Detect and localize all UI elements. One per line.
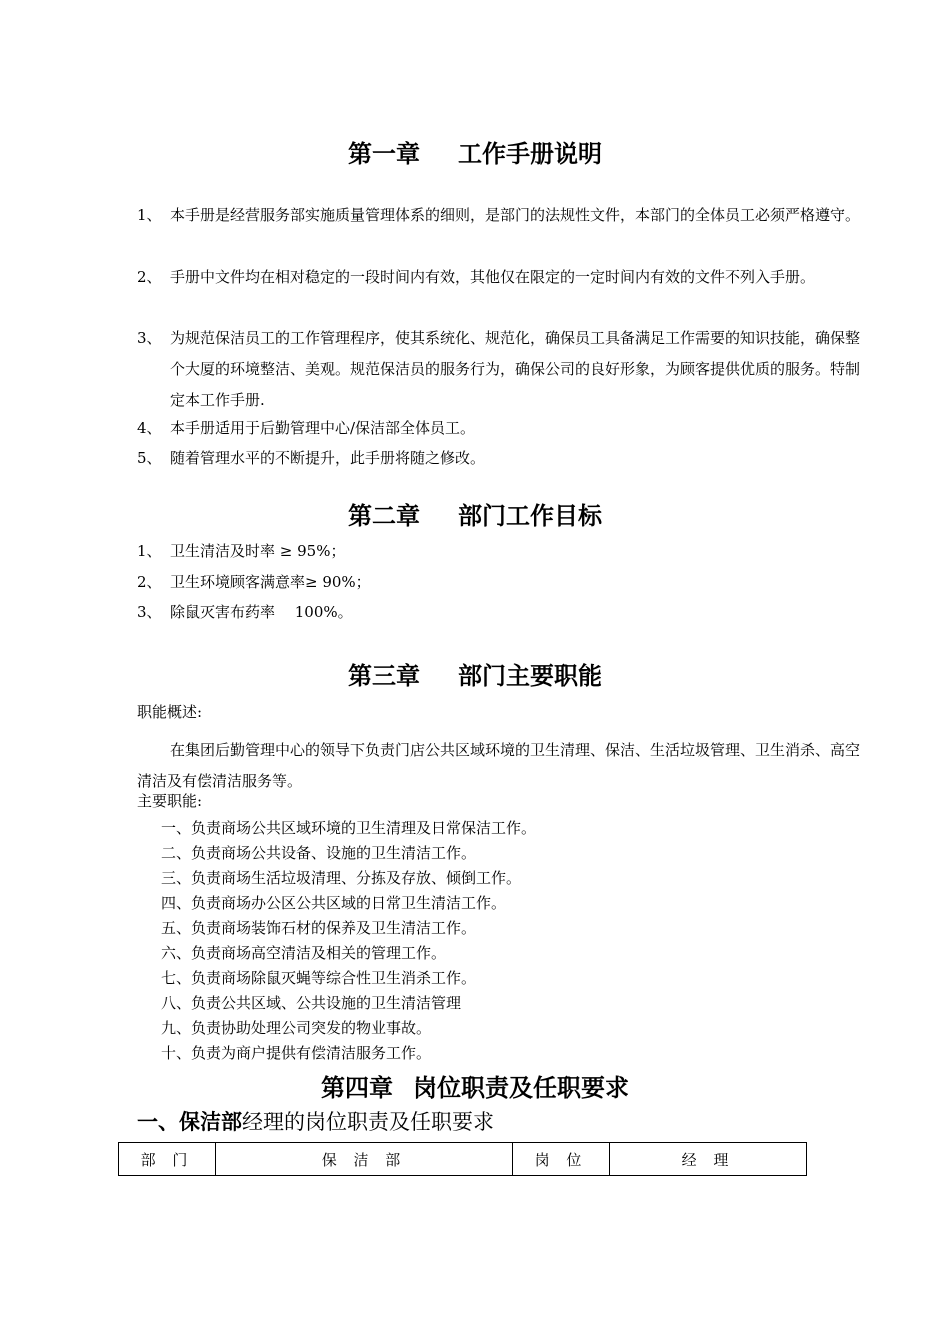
post-value-cell: 经 理 <box>610 1143 807 1176</box>
duty-item: 七、负责商场除鼠灭蝇等综合性卫生消杀工作。 <box>161 969 477 987</box>
duty-item: 一、负责商场公共区域环境的卫生清理及日常保洁工作。 <box>161 819 537 837</box>
duty-item: 五、负责商场装饰石材的保养及卫生清洁工作。 <box>161 919 477 937</box>
dept-value-cell: 保 洁 部 <box>216 1143 513 1176</box>
chapter3-heading: 第三章 部门主要职能 <box>348 662 602 690</box>
overview-text: 在集团后勤管理中心的领导下负责门店公共区域环境的卫生清理、保洁、生活垃圾管理、卫生消杀、高空清洁及有偿清洁服务等。 <box>137 741 861 790</box>
duty-item: 三、负责商场生活垃圾清理、分拣及存放、倾倒工作。 <box>161 869 522 887</box>
section-heading: 一、保洁部经理的岗位职责及任职要求 <box>137 1110 494 1134</box>
duty-item: 九、负责协助处理公司突发的物业事故。 <box>161 1019 432 1037</box>
chapter2-item-3: 3、 除鼠灭害布药率 100%。 <box>137 603 353 621</box>
dept-label-cell: 部 门 <box>119 1143 216 1176</box>
chapter1-item-1: 1、 本手册是经营服务部实施质量管理体系的细则，是部门的法规性文件，本部门的全体员工必须严格遵守。 <box>137 206 861 224</box>
duty-item: 八、负责公共区域、公共设施的卫生清洁管理 <box>161 994 462 1012</box>
duty-item: 四、负责商场办公区公共区域的日常卫生清洁工作。 <box>161 894 507 912</box>
chapter1-item-4: 4、 本手册适用于后勤管理中心/保洁部全体员工。 <box>137 419 476 437</box>
chapter1-item-5: 5、 随着管理水平的不断提升，此手册将随之修改。 <box>137 449 486 467</box>
post-label-cell: 岗 位 <box>513 1143 610 1176</box>
chapter2-item-2: 2、 卫生环境顾客满意率≥ 90%； <box>137 573 371 591</box>
duty-item: 二、负责商场公共设备、设施的卫生清洁工作。 <box>161 844 477 862</box>
chapter1-item-3: 3、 为规范保洁员工的工作管理程序，使其系统化、规范化，确保员工具备满足工作需要的知识技能，确保整个大厦的环境整洁、美观。规范保洁员的服务行为，确保公司的良好形象，为顾客提供优质的服务。特制定本工作手册. <box>137 329 861 409</box>
overview-label: 职能概述: <box>137 703 203 721</box>
chapter2-item-1: 1、 卫生清洁及时率 ≥ 95%； <box>137 542 346 560</box>
chapter1-item-2: 2、 手册中文件均在相对稳定的一段时间内有效，其他仅在限定的一定时间内有效的文件不列入手册。 <box>137 268 816 286</box>
duty-item: 十、负责为商户提供有偿清洁服务工作。 <box>161 1044 432 1062</box>
chapter4-heading: 第四章 岗位职责及任职要求 <box>321 1074 629 1102</box>
duties-label: 主要职能: <box>137 792 203 810</box>
chapter1-heading: 第一章 工作手册说明 <box>348 140 602 168</box>
duty-item: 六、负责商场高空清洁及相关的管理工作。 <box>161 944 447 962</box>
job-info-table <box>118 1142 807 1176</box>
chapter2-heading: 第二章 部门工作目标 <box>348 502 602 530</box>
